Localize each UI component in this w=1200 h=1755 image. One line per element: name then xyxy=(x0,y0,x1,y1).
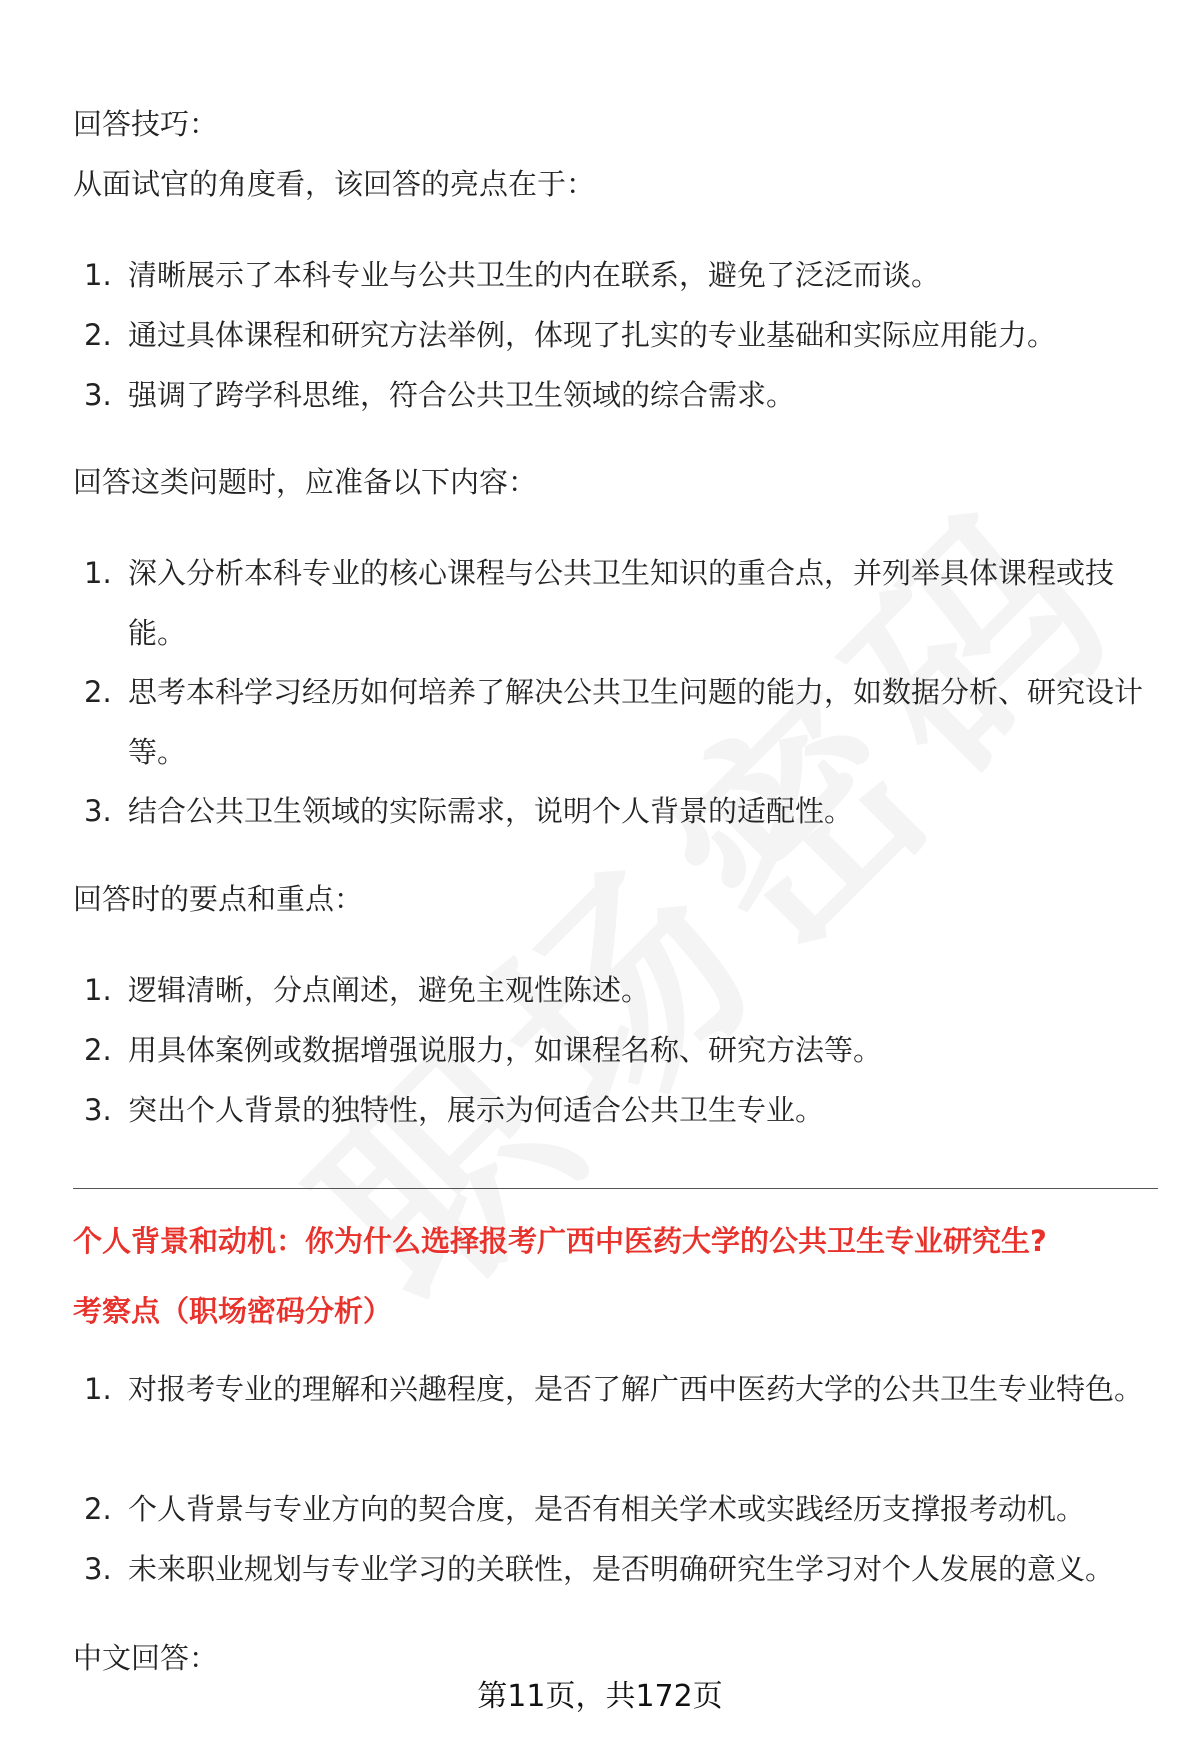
question-subtitle: 考察点（职场密码分析） xyxy=(73,1294,393,1328)
list-number: 3. xyxy=(84,378,112,412)
question-title: 个人背景和动机：你为什么选择报考广西中医药大学的公共卫生专业研究生? xyxy=(73,1224,1047,1258)
list-number: 3. xyxy=(84,1093,112,1127)
list-text: 对报考专业的理解和兴趣程度，是否了解广西中医药大学的公共卫生专业特色。 xyxy=(128,1372,1144,1406)
list-text: 通过具体课程和研究方法举例，体现了扎实的专业基础和实际应用能力。 xyxy=(128,318,1057,352)
list-number: 3. xyxy=(84,794,112,828)
list-text: 清晰展示了本科专业与公共卫生的内在联系，避免了泛泛而谈。 xyxy=(128,258,941,292)
answer-heading: 中文回答： xyxy=(73,1641,219,1675)
list-text: 用具体案例或数据增强说服力，如课程名称、研究方法等。 xyxy=(128,1033,883,1067)
list-text: 结合公共卫生领域的实际需求，说明个人背景的适配性。 xyxy=(128,794,854,828)
list-text: 强调了跨学科思维，符合公共卫生领域的综合需求。 xyxy=(128,378,796,412)
list-number: 2. xyxy=(84,318,112,352)
section-divider xyxy=(73,1188,1158,1189)
list-text: 思考本科学习经历如何培养了解决公共卫生问题的能力，如数据分析、研究设计等。 xyxy=(128,675,1144,769)
list-number: 1. xyxy=(84,258,112,292)
list-number: 1. xyxy=(84,556,112,590)
section-intro-highlights: 从面试官的角度看，该回答的亮点在于： xyxy=(73,167,596,201)
list-number: 3. xyxy=(84,1552,112,1586)
list-text: 深入分析本科专业的核心课程与公共卫生知识的重合点，并列举具体课程或技能。 xyxy=(128,556,1115,650)
section-heading-keypoints: 回答时的要点和重点： xyxy=(73,882,364,916)
list-number: 2. xyxy=(84,1033,112,1067)
list-text: 逻辑清晰，分点阐述，避免主观性陈述。 xyxy=(128,973,651,1007)
section-heading-prepare: 回答这类问题时，应准备以下内容： xyxy=(73,465,538,499)
section-heading-tips: 回答技巧： xyxy=(73,107,219,141)
list-number: 1. xyxy=(84,1372,112,1406)
list-text: 个人背景与专业方向的契合度，是否有相关学术或实践经历支撑报考动机。 xyxy=(128,1492,1086,1526)
list-number: 2. xyxy=(84,1492,112,1526)
list-text: 未来职业规划与专业学习的关联性，是否明确研究生学习对个人发展的意义。 xyxy=(128,1552,1115,1586)
list-text: 突出个人背景的独特性，展示为何适合公共卫生专业。 xyxy=(128,1093,825,1127)
list-number: 2. xyxy=(84,675,112,709)
list-number: 1. xyxy=(84,973,112,1007)
page-number-footer: 第11页，共172页 xyxy=(477,1679,723,1714)
